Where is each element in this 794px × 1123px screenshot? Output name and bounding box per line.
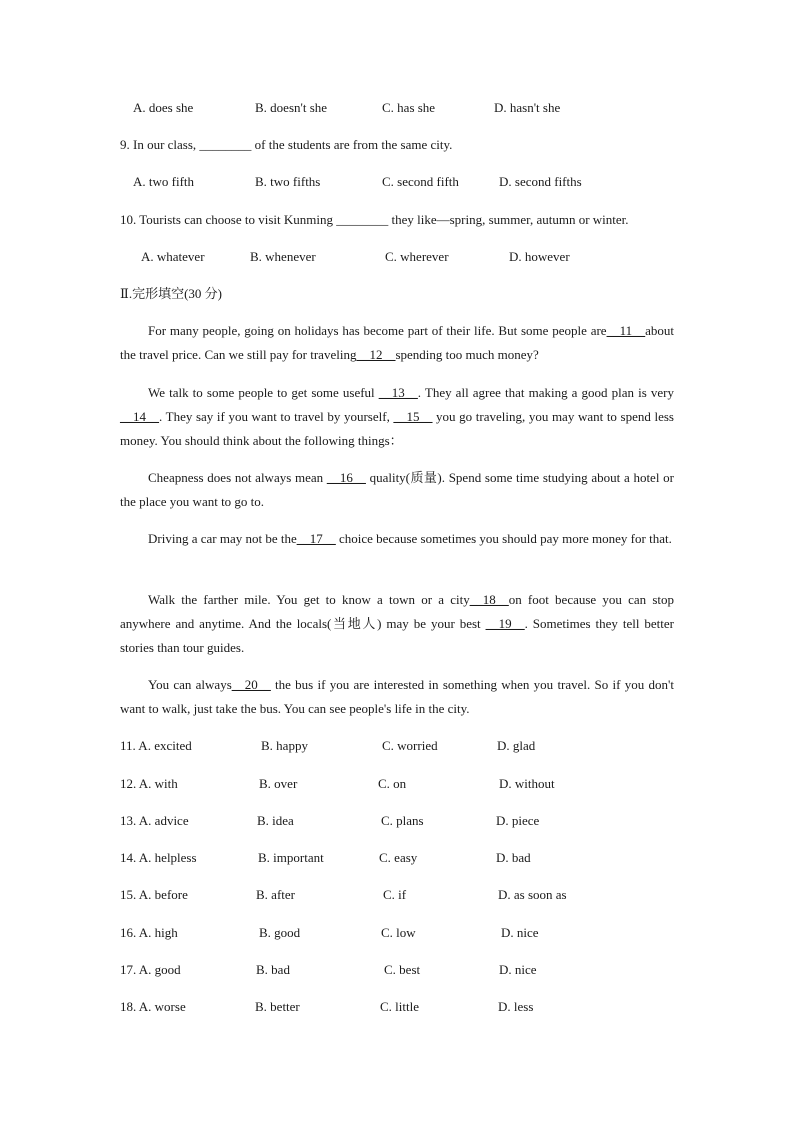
choice-17-d: D. nice (499, 962, 537, 977)
choice-12-d: D. without (499, 776, 555, 791)
blank-17: __17__ (296, 531, 336, 546)
choice-14-a: 14. A. helpless (120, 850, 197, 865)
q10-stem: 10. Tourists can choose to visit Kunming ________ they like—spring, summer, autumn or winter. (120, 212, 629, 227)
choice-13-d: D. piece (496, 813, 540, 828)
text: choice because sometimes you should pay more money for that. (335, 531, 672, 546)
blank-18: __18__ (469, 592, 509, 607)
q9-option-a: A. two fifth (133, 174, 195, 189)
q8-option-a: A. does she (133, 100, 194, 115)
q10-option-b: B. whenever (250, 249, 316, 264)
text: You can always (148, 677, 232, 692)
text: Cheapness does not always mean (148, 470, 327, 485)
choice-12-a: 12. A. with (120, 776, 178, 791)
choice-16-d: D. nice (501, 925, 539, 940)
choice-15-b: B. after (256, 887, 295, 902)
blank-12: __12__ (356, 347, 396, 362)
choice-18-a: 18. A. worse (120, 999, 186, 1014)
text: Driving a car may not be the (148, 531, 297, 546)
choice-13-b: B. idea (257, 813, 294, 828)
choice-17-a: 17. A. good (120, 962, 181, 977)
passage-paragraph-3 (120, 466, 674, 514)
choice-13-c: C. plans (381, 813, 424, 828)
choice-12-b: B. over (259, 776, 298, 791)
blank-16: __16__ (326, 470, 366, 485)
choice-14-b: B. important (258, 850, 324, 865)
choice-14-d: D. bad (496, 850, 531, 865)
choice-14-c: C. easy (379, 850, 418, 865)
choice-11-d: D. glad (497, 738, 536, 753)
text: Walk the farther mile. You get to know a town or a city (148, 592, 470, 607)
choice-15-c: C. if (383, 887, 407, 902)
section-heading: Ⅱ.完形填空(30 分) (120, 286, 222, 301)
q10-option-d: D. however (509, 249, 570, 264)
text: spending too much money? (395, 347, 539, 362)
choice-18-d: D. less (498, 999, 534, 1014)
blank-19: __19__ (485, 616, 525, 631)
blank-15: __15__ (393, 409, 433, 424)
choice-11-c: C. worried (382, 738, 438, 753)
choice-13-a: 13. A. advice (120, 813, 189, 828)
choice-16-a: 16. A. high (120, 925, 178, 940)
choice-11-b: B. happy (261, 738, 308, 753)
choice-15-d: D. as soon as (498, 887, 567, 902)
q10-option-c: C. wherever (385, 249, 449, 264)
q8-option-c: C. has she (382, 100, 436, 115)
passage-paragraph-4 (120, 527, 674, 551)
blank-11: __11__ (606, 323, 646, 338)
text: . Sometimes they tell better stories than tour guides. (120, 616, 674, 655)
text: on foot because you can stop anywhere and anytime. And the locals(当地人) may be your best (120, 592, 674, 631)
choice-18-b: B. better (255, 999, 300, 1014)
blank-20: __20__ (231, 677, 271, 692)
text: . They all agree that making a good plan is very (417, 385, 674, 400)
text: For many people, going on holidays has become part of their life. But some people are (148, 323, 607, 338)
text: the bus if you are interested in something when you travel. So if you don't want to walk, just take the bus. You can see people's life in the city. (120, 677, 674, 716)
choice-16-b: B. good (259, 925, 301, 940)
q10-option-a: A. whatever (141, 249, 205, 264)
text: . They say if you want to travel by yourself, (159, 409, 394, 424)
passage-paragraph-5 (120, 588, 674, 660)
q9-option-b: B. two fifths (255, 174, 321, 189)
text: you go traveling, you may want to spend less money. You should think about the following things： (120, 409, 674, 448)
choice-11-a: 11. A. excited (120, 738, 192, 753)
choice-16-c: C. low (381, 925, 416, 940)
text: quality(质量). Spend some time studying about a hotel or the place you want to go to. (120, 470, 674, 509)
choice-17-c: C. best (384, 962, 421, 977)
q9-option-d: D. second fifths (499, 174, 582, 189)
q9-option-c: C. second fifth (382, 174, 459, 189)
text: about the travel price. Can we still pay for traveling (120, 323, 674, 362)
passage-paragraph-2 (120, 381, 674, 453)
q8-option-d: D. hasn't she (494, 100, 561, 115)
blank-14: __14__ (120, 409, 159, 424)
passage-paragraph-1 (120, 319, 674, 367)
choice-17-b: B. bad (256, 962, 290, 977)
choice-12-c: C. on (378, 776, 407, 791)
q8-option-b: B. doesn't she (255, 100, 328, 115)
q9-stem: 9. In our class, ________ of the students are from the same city. (120, 137, 453, 152)
passage-paragraph-6 (120, 673, 674, 721)
choice-18-c: C. little (380, 999, 419, 1014)
blank-13: __13__ (378, 385, 418, 400)
choice-15-a: 15. A. before (120, 887, 188, 902)
text: We talk to some people to get some useful (148, 385, 379, 400)
